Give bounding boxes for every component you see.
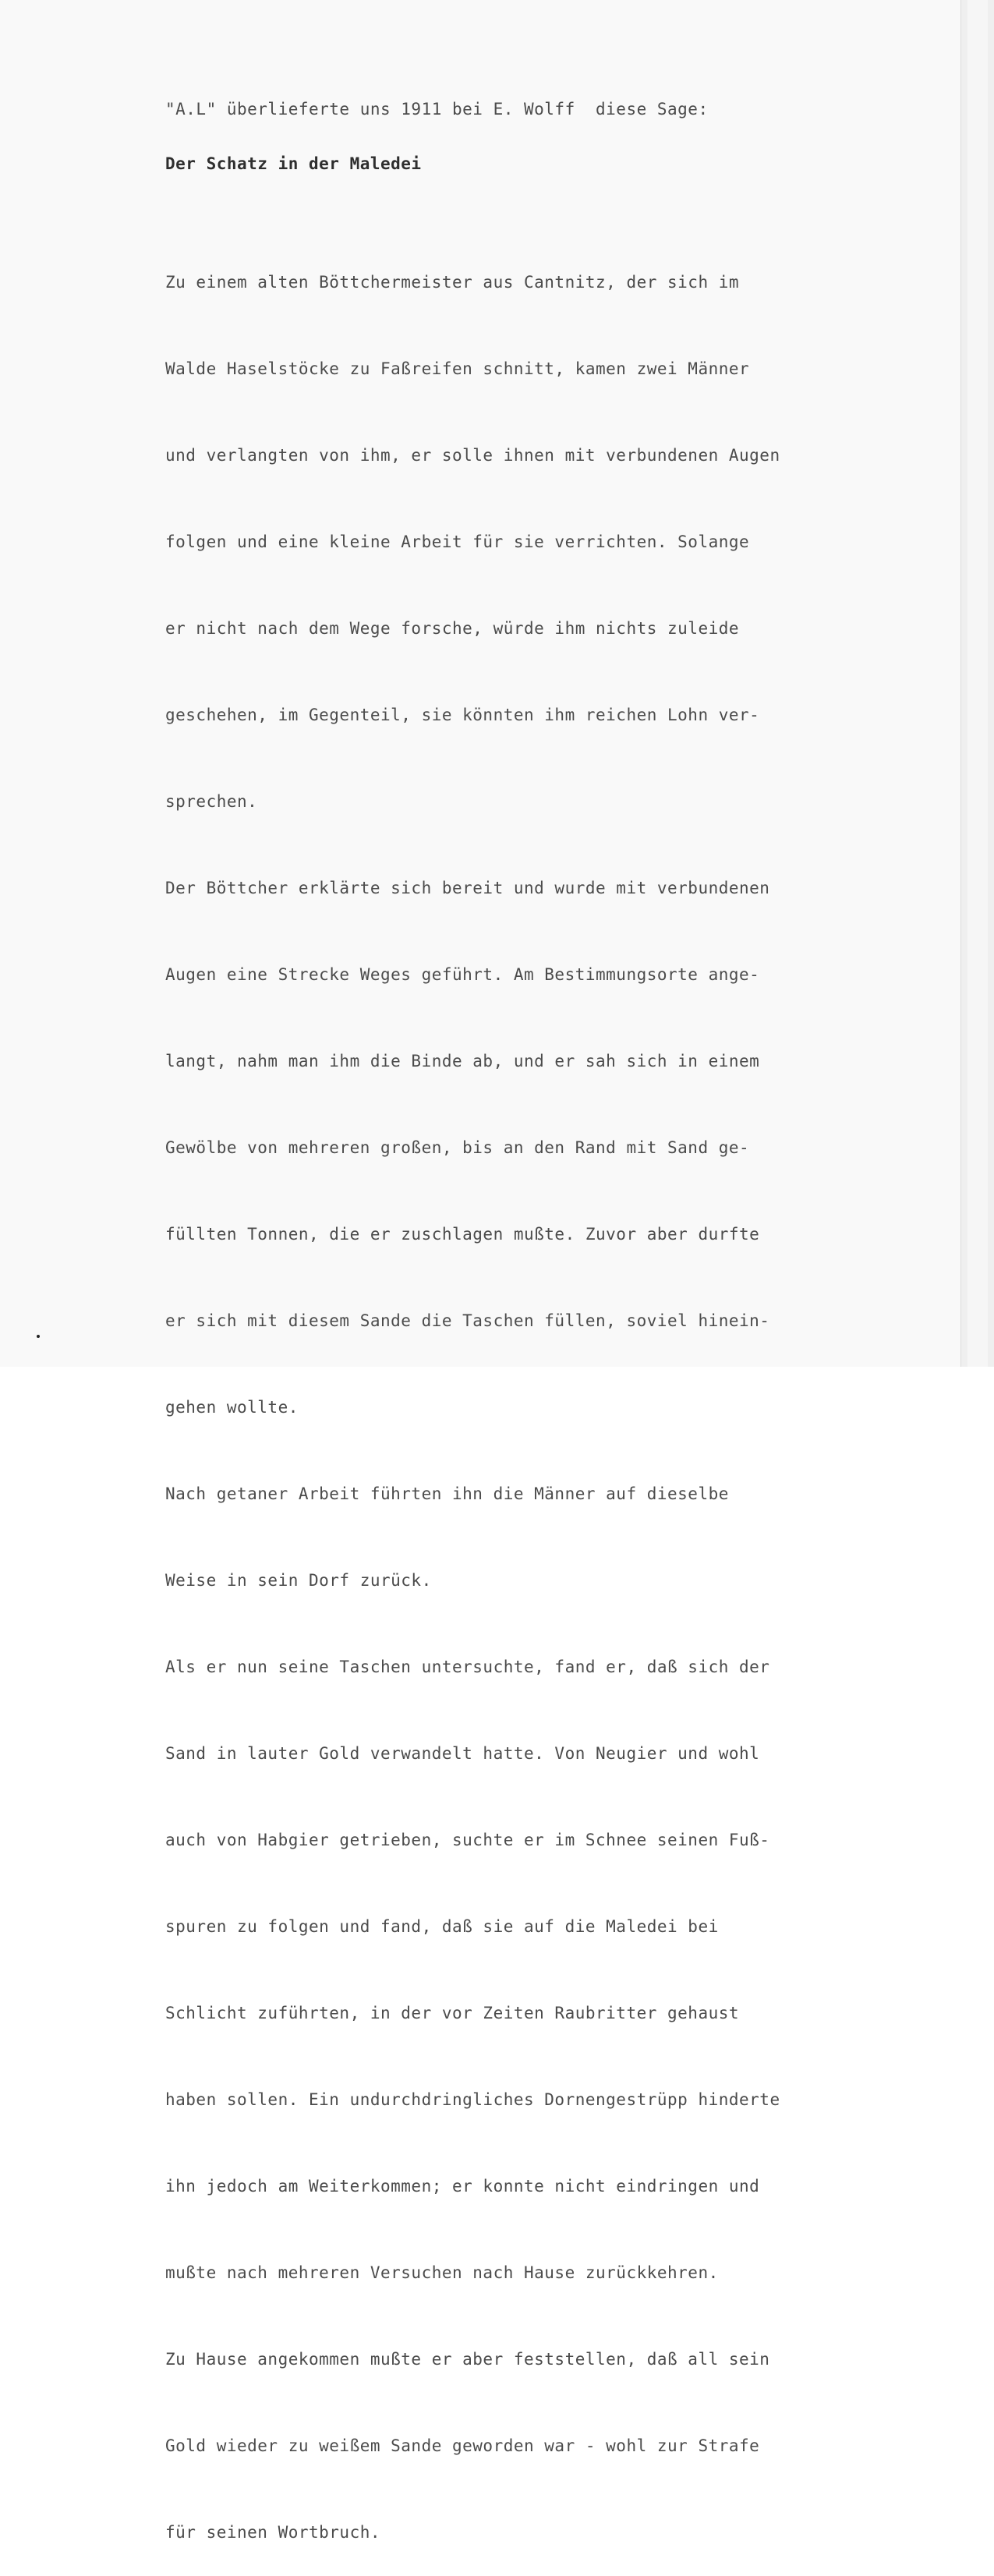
text-line: Gewölbe von mehreren großen, bis an den Rand mit Sand ge- xyxy=(165,1138,750,1157)
text-line: er nicht nach dem Wege forsche, würde ihm nichts zuleide xyxy=(165,619,740,638)
text-line: für seinen Wortbruch. xyxy=(165,2523,381,2542)
text-line: mußte nach mehreren Versuchen nach Hause zurückkehren. xyxy=(165,2263,719,2282)
text-line: und verlangten von ihm, er solle ihnen mit verbundenen Augen xyxy=(165,446,780,465)
text-line: haben sollen. Ein undurchdringliches Dornengestrüpp hinderte xyxy=(165,2090,780,2109)
text-line: folgen und eine kleine Arbeit für sie verrichten. Solange xyxy=(165,533,750,551)
scanner-edge-inner xyxy=(967,0,988,1367)
text-line: Augen eine Strecke Weges geführt. Am Bestimmungsorte ange- xyxy=(165,965,760,984)
text-line: sprechen. xyxy=(165,792,258,811)
text-line: Nach getaner Arbeit führten ihn die Männer auf dieselbe xyxy=(165,1484,729,1503)
text-line: Als er nun seine Taschen untersuchte, fand er, daß sich der xyxy=(165,1658,770,1676)
text-line: Weise in sein Dorf zurück. xyxy=(165,1571,432,1590)
text-line: Zu einem alten Böttchermeister aus Cantnitz, der sich im xyxy=(165,273,740,292)
text-line: Sand in lauter Gold verwandelt hatte. Von Neugier und wohl xyxy=(165,1744,760,1763)
intro-line: "A.L" überlieferte uns 1911 bei E. Wolff diese Sage: xyxy=(165,100,709,119)
text-line: auch von Habgier getrieben, suchte er im Schnee seinen Fuß- xyxy=(165,1831,770,1849)
text-line: er sich mit diesem Sande die Taschen füllen, soviel hinein- xyxy=(165,1311,770,1330)
scanner-edge xyxy=(960,0,994,1367)
story-title: Der Schatz in der Maledei xyxy=(165,154,422,173)
text-line: langt, nahm man ihm die Binde ab, und er sah sich in einem xyxy=(165,1052,760,1070)
scan-speck xyxy=(37,1335,40,1338)
text-line: Gold wieder zu weißem Sande geworden war - wohl zur Strafe xyxy=(165,2436,760,2455)
text-line: füllten Tonnen, die er zuschlagen mußte. Zuvor aber durfte xyxy=(165,1225,760,1244)
text-line: Der Böttcher erklärte sich bereit und wurde mit verbundenen xyxy=(165,879,770,897)
text-line: Zu Hause angekommen mußte er aber feststellen, daß all sein xyxy=(165,2350,770,2369)
text-line: Walde Haselstöcke zu Faßreifen schnitt, kamen zwei Männer xyxy=(165,359,750,378)
story-body xyxy=(165,211,780,2576)
text-line: gehen wollte. xyxy=(165,1398,299,1417)
text-line: Schlicht zuführten, in der vor Zeiten Raubritter gehaust xyxy=(165,2004,740,2022)
text-line: ihn jedoch am Weiterkommen; er konnte nicht eindringen und xyxy=(165,2177,760,2196)
text-line: spuren zu folgen und fand, daß sie auf die Maledei bei xyxy=(165,1917,719,1936)
text-line: geschehen, im Gegenteil, sie könnten ihm reichen Lohn ver- xyxy=(165,706,760,724)
